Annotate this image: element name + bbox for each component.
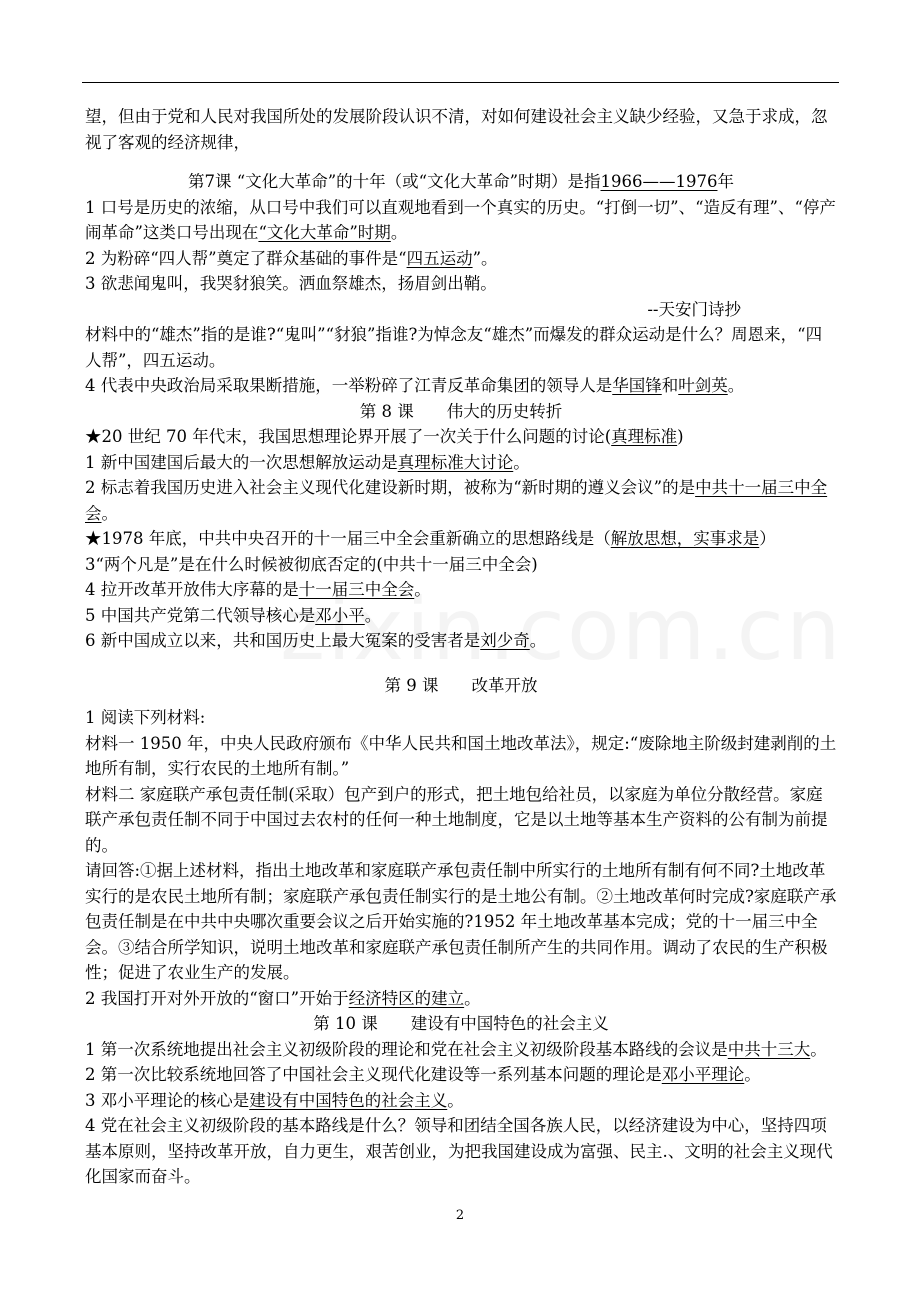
answer-underline: 中共十三大 xyxy=(727,1039,811,1059)
answer-underline: 华国锋 xyxy=(612,376,662,395)
intro-paragraph: 望，但由于党和人民对我国所处的发展阶段认识不清，对如何建设社会主义缺少经验，又急于求成，忽视了客观的经济规律， xyxy=(85,107,828,152)
lesson8-q3: 3“两个凡是”是在什么时候被彻底否定的(中共十一届三中全会) xyxy=(85,554,538,574)
lesson10-q1: 1 第一次系统地提出社会主义初级阶段的理论和党在社会主义初级阶段基本路线的会议是中共十三大。 xyxy=(85,1039,827,1059)
answer-underline: 刘少奇 xyxy=(480,631,530,650)
answer-underline: 邓小平 xyxy=(315,605,365,625)
lesson8-q6: 6 新中国成立以来，共和国历史上最大冤案的受害者是刘少奇。 xyxy=(85,631,547,650)
lesson10-q3: 3 邓小平理论的核心是建设有中国特色的社会主义。 xyxy=(85,1090,464,1110)
lesson7-q3: 3 欲悲闻鬼叫，我哭豺狼笑。洒血祭雄杰，扬眉剑出鞘。 xyxy=(85,274,497,293)
lesson8-q1: 1 新中国建国后最大的一次思想解放运动是真理标准大讨论。 xyxy=(85,452,530,472)
page-number: 2 xyxy=(455,1208,465,1223)
lesson7-q1: 1 口号是历史的浓缩，从口号中我们可以直观地看到一个真实的历史。“打倒一切”、“造反有理”、“停产闹革命”这类口号出现在“文化大革命”时期。 xyxy=(85,197,836,242)
lesson8-title: 第 8 课 伟大的历史转折 xyxy=(359,401,563,421)
answer-underline: 真理标准 xyxy=(611,427,678,446)
lesson10-q2: 2 第一次比较系统地回答了中国社会主义现代化建设等一系列基本问题的理论是邓小平理论。 xyxy=(85,1065,761,1084)
answer-underline: 十一届三中全会 xyxy=(298,580,415,599)
answer-underline: 经济特区的建立 xyxy=(348,988,465,1008)
header-rule xyxy=(82,82,839,83)
lesson7-q3-question: 材料中的“雄杰”指的是谁?“鬼叫”“豺狼”指谁?为悼念友“雄杰”而爆发的群众运动是什么？周恩来，“四人帮”，四五运动。 xyxy=(85,325,823,370)
lesson8-q5: 5 中国共产党第二代领导核心是邓小平。 xyxy=(85,605,382,625)
lesson10-q4: 4 党在社会主义初级阶段的基本路线是什么？领导和团结全国各族人民，以经济建设为中心，坚持四项基本原则，坚持改革开放，自力更生，艰苦创业，为把我国建设成为富强、民主.、文明的社会主义现代化国家而奋斗。 xyxy=(85,1116,833,1186)
lesson9-material2: 材料二 家庭联产承包责任制(采取）包产到户的形式，把土地包给社员，以家庭为单位分散经营。家庭联产承包责任制不同于中国过去农村的任何一种土地制度，它是以土地等基本生产资料的公有制为前提的。 xyxy=(85,784,828,855)
lesson8-star1: ★20 世纪 70 年代末，我国思想理论界开展了一次关于什么问题的讨论(真理标准) xyxy=(85,427,684,446)
document-body xyxy=(85,104,837,1190)
lesson9-title: 第 9 课 改革开放 xyxy=(384,675,538,695)
lesson10-title: 第 10 课 建设有中国特色的社会主义 xyxy=(313,1014,609,1033)
lesson8-star2: ★1978 年底，中共中央召开的十一届三中全会重新确立的思想路线是（解放思想，实事求是） xyxy=(85,529,776,548)
lesson7-q2: 2 为粉碎“四人帮”奠定了群众基础的事件是“四五运动”。 xyxy=(85,248,498,268)
answer-underline: 四五运动 xyxy=(406,248,473,268)
answer-underline: “文化大革命”时期 xyxy=(258,223,391,242)
lesson8-q2: 2 标志着我国历史进入社会主义现代化建设新时期，被称为“新时期的遵义会议”的是中共十一届三中全会。 xyxy=(85,478,828,523)
answer-underline: 叶剑英 xyxy=(678,376,728,395)
lesson9-q1: 1 阅读下列材料: xyxy=(85,708,206,727)
answer-underline: 真理标准大讨论 xyxy=(397,452,514,472)
lesson9-material1: 材料一 1950 年，中央人民政府颁布《中华人民共和国土地改革法》，规定:“废除地主阶级封建剥削的土地所有制，实行农民的土地所有制。” xyxy=(85,733,837,778)
lesson7-q3-source: --天安门诗抄 xyxy=(647,299,741,319)
lesson9-answer: 请回答:①据上述材料，指出土地改革和家庭联产承包责任制中所实行的土地所有制有何不同?土地改革实行的是农民土地所有制；家庭联产承包责任制实行的是土地公有制。②土地改革何时完成?家庭联产承包责任制是在中共中央哪次重要会议之后开始实施的?1952 年土地改革基本完成；党的十一届三中全会。③结合所学知识，说明土地改革和家庭联产承包责任制所产生的共同作用。调动了农民的生产积极性；促进了农业生产的发展。 xyxy=(85,861,837,982)
lesson9-q2: 2 我国打开对外开放的“窗口”开始于经济特区的建立。 xyxy=(85,988,481,1008)
answer-underline: 中共十一届三中全会 xyxy=(85,478,828,523)
answer-underline: 建设有中国特色的社会主义 xyxy=(249,1090,448,1110)
answer-underline: 1966——1976 xyxy=(600,172,718,191)
lesson8-q4: 4 拉开改革开放伟大序幕的是十一届三中全会。 xyxy=(85,580,431,599)
lesson7-q4: 4 代表中央政治局采取果断措施，一举粉碎了江青反革命集团的领导人是华国锋和叶剑英。 xyxy=(85,376,745,395)
answer-underline: 解放思想，实事求是 xyxy=(610,529,760,548)
answer-underline: 邓小平理论 xyxy=(661,1065,745,1084)
lesson7-title: 第7课 “文化大革命”的十年（或“文化大革命”时期）是指1966——1976年 xyxy=(188,172,734,191)
